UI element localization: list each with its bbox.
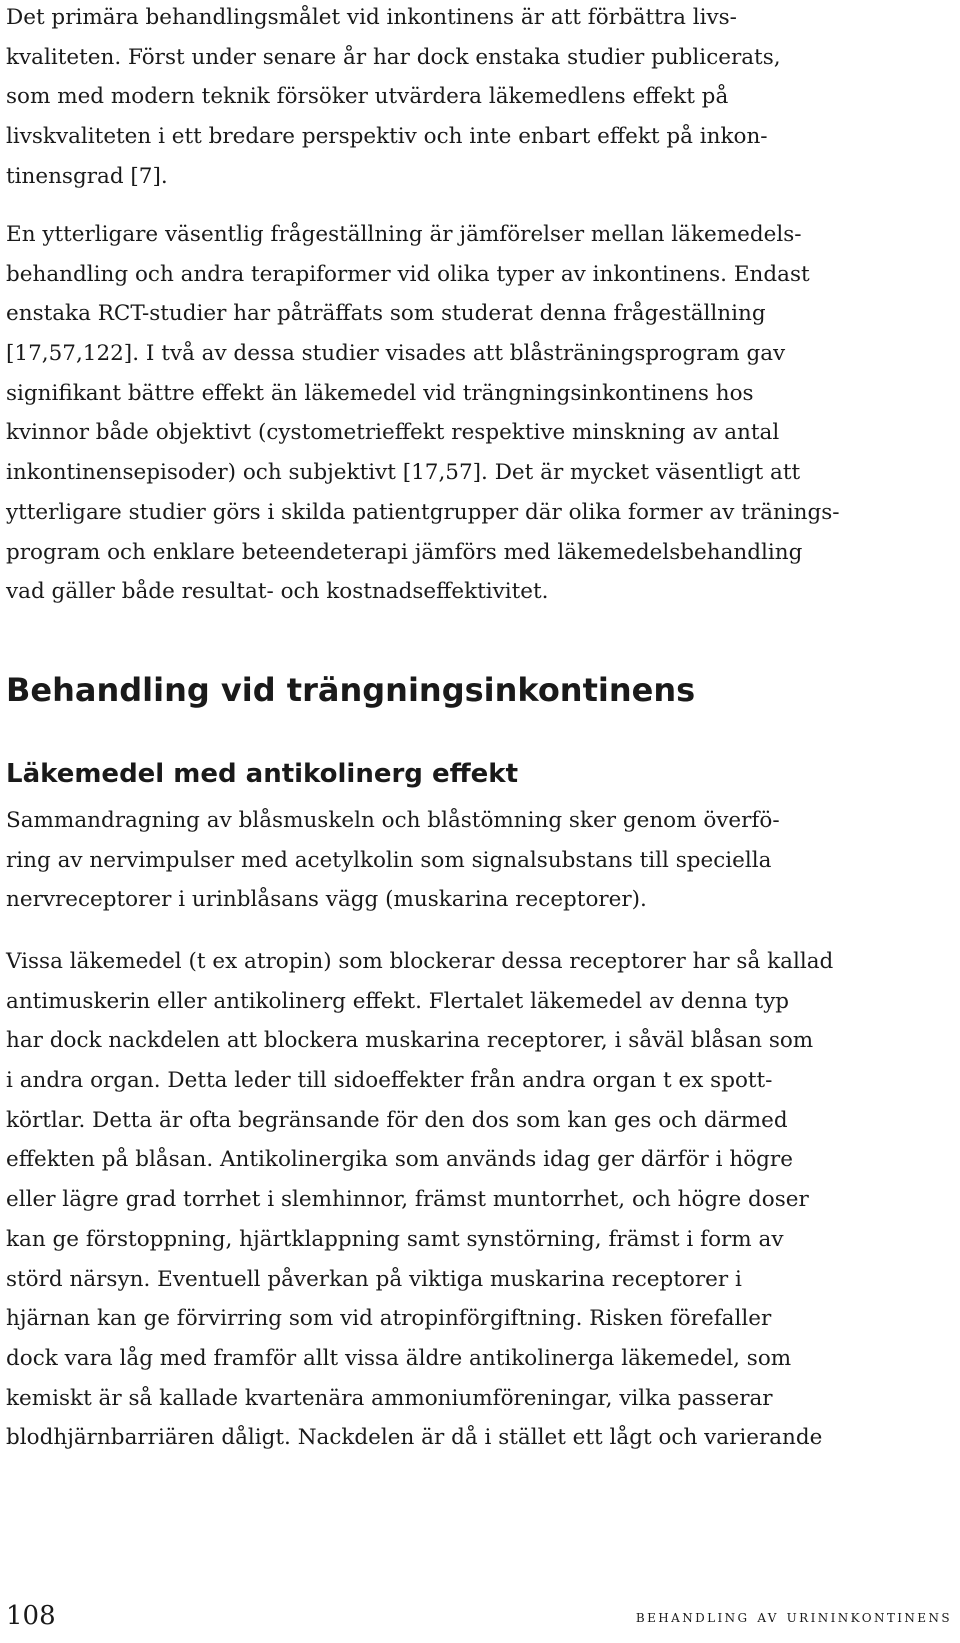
text-line: har dock nackdelen att blockera muskarina receptorer, i såväl blåsan som [6,1028,814,1054]
text-line: kvinnor både objektivt (cystometrieffekt respektive minskning av antal [6,420,780,446]
text-line: kemiskt är så kallade kvartenära ammoniumföreningar, vilka passerar [6,1385,773,1411]
text-line: blodhjärnbarriären dåligt. Nackdelen är då i stället ett lågt och varierande [6,1425,823,1451]
paragraph-anticholinergic-effects [6,942,833,1458]
text-line: dock vara låg med framför allt vissa äldre antikolinerga läkemedel, som [6,1345,792,1371]
text-line: ytterligare studier görs i skilda patientgrupper där olika former av tränings- [6,499,840,525]
subsection-heading: Läkemedel med antikolinerg effekt [6,759,519,789]
text-line: kan ge förstoppning, hjärtklappning samt synstörning, främst i form av [6,1226,784,1252]
paragraph-bladder-mechanism [6,801,780,920]
paragraph-quality-of-life [6,0,781,196]
text-line: enstaka RCT-studier har påträffats som studerat denna frågeställning [6,301,766,327]
section-heading: Behandling vid trängningsinkontinens [6,671,696,709]
text-line: som med modern teknik försöker utvärdera läkemedlens effekt på [6,84,729,110]
text-line: tinensgrad [7]. [6,163,168,189]
page-number: 108 [6,1601,56,1631]
text-line: nervreceptorer i urinblåsans vägg (muskarina receptorer). [6,887,647,913]
text-line: signifikant bättre effekt än läkemedel vid trängningsinkontinens hos [6,380,754,406]
text-line: störd närsyn. Eventuell påverkan på viktiga muskarina receptorer i [6,1266,742,1292]
text-line: behandling och andra terapiformer vid olika typer av inkontinens. Endast [6,261,810,287]
text-line: eller lägre grad torrhet i slemhinnor, främst muntorrhet, och högre doser [6,1187,809,1213]
text-line: livskvaliteten i ett bredare perspektiv och inte enbart effekt på inkon- [6,124,768,150]
text-line: antimuskerin eller antikolinerg effekt. Flertalet läkemedel av denna typ [6,988,790,1014]
text-line: program och enklare beteendeterapi jämförs med läkemedelsbehandling [6,539,803,565]
paragraph-comparison-studies [6,215,840,612]
page-footer [6,1596,954,1640]
running-title: behandling av urininkontinens [635,1607,952,1627]
text-line: Sammandragning av blåsmuskeln och blåstömning sker genom överfö- [6,808,780,833]
text-line: Det primära behandlingsmålet vid inkontinens är att förbättra livs- [6,5,737,30]
text-line: hjärnan kan ge förvirring som vid atropinförgiftning. Risken förefaller [6,1306,772,1332]
text-line: i andra organ. Detta leder till sidoeffekter från andra organ t ex spott- [6,1068,773,1094]
text-line: effekten på blåsan. Antikolinergika som används idag ger därför i högre [6,1147,793,1173]
text-line: Vissa läkemedel (t ex atropin) som blockerar dessa receptorer har så kallad [6,949,834,974]
text-line: körtlar. Detta är ofta begränsande för den dos som kan ges och därmed [6,1107,788,1133]
text-line: inkontinensepisoder) och subjektivt [17,57]. Det är mycket väsentligt att [6,460,801,486]
text-line: En ytterligare väsentlig frågeställning är jämförelser mellan läkemedels- [6,222,802,247]
text-line: vad gäller både resultat- och kostnadseffektivitet. [6,579,549,605]
text-line: [17,57,122]. I två av dessa studier visades att blåsträningsprogram gav [6,341,786,367]
text-line: ring av nervimpulser med acetylkolin som signalsubstans till speciella [6,847,772,873]
text-line: kvaliteten. Först under senare år har dock enstaka studier publicerats, [6,44,781,70]
